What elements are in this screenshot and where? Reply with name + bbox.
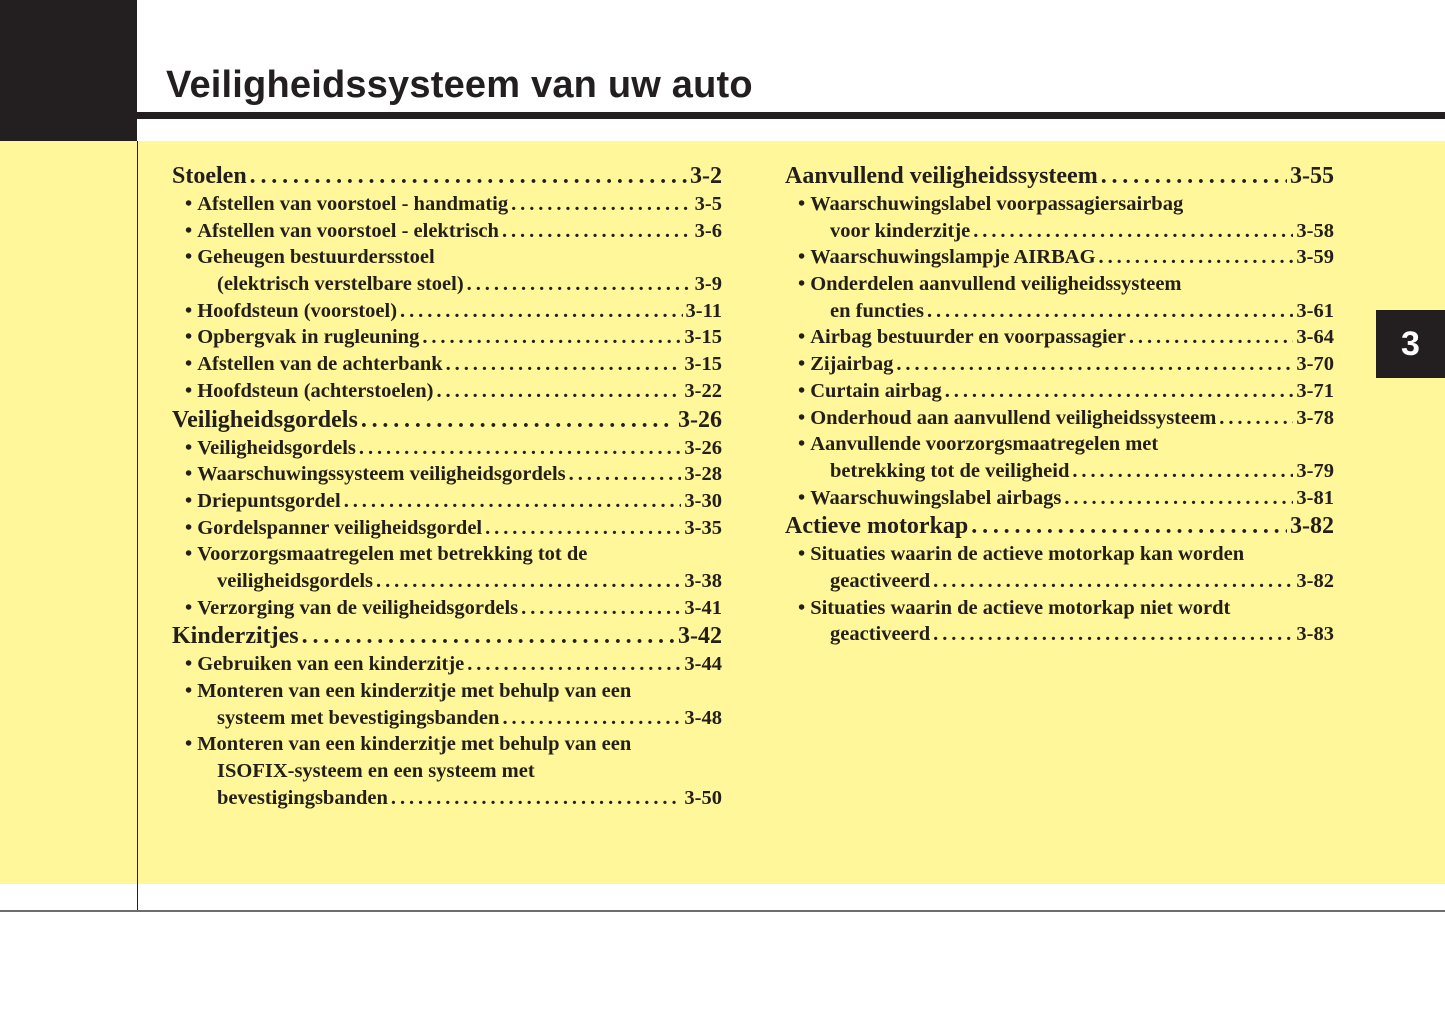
dot-leader	[250, 163, 687, 190]
bullet-icon: •	[798, 326, 806, 349]
toc-entry[interactable]	[785, 220, 1334, 247]
toc-page-number: 3-22	[684, 379, 722, 402]
toc-entry-label: Waarschuwingssysteem veiligheidsgordels	[197, 463, 566, 486]
dot-leader	[1064, 487, 1293, 510]
dot-leader	[502, 220, 692, 243]
dot-leader	[1099, 246, 1294, 269]
dot-leader	[511, 193, 692, 216]
dot-leader	[302, 623, 675, 650]
bullet-icon: •	[185, 680, 193, 702]
toc-entry-label: Onderhoud aan aanvullend veiligheidssysteem	[810, 406, 1217, 429]
toc-entry-label: en functies	[830, 299, 924, 322]
bullet-icon: •	[798, 193, 806, 215]
toc-entry[interactable]	[172, 193, 722, 220]
bullet-icon: •	[185, 463, 193, 486]
toc-entry[interactable]	[785, 353, 1334, 380]
toc-page-number: 3-83	[1296, 623, 1334, 646]
toc-entry	[172, 543, 722, 570]
bullet-icon: •	[185, 246, 193, 269]
bullet-icon: •	[798, 353, 806, 376]
toc-page-number: 3-44	[684, 653, 722, 676]
bullet-icon: •	[798, 433, 806, 456]
dot-leader	[971, 513, 1287, 540]
bullet-icon: •	[185, 436, 193, 459]
dot-leader	[927, 300, 1293, 323]
toc-entry[interactable]	[172, 517, 722, 544]
toc-page-number: 3-82	[1290, 513, 1334, 540]
dot-leader	[467, 653, 681, 676]
dot-leader	[502, 707, 681, 730]
margin-vertical-divider	[137, 141, 138, 911]
toc-entry-label: Gordelspanner veiligheidsgordel	[197, 516, 483, 539]
bullet-icon: •	[185, 353, 193, 376]
toc-section-entry[interactable]	[172, 163, 722, 193]
toc-page-number: 3-11	[685, 299, 722, 322]
toc-entry-label: Waarschuwingslabel airbags	[810, 486, 1062, 509]
toc-entry-label: Hoofdsteun (voorstoel)	[197, 299, 398, 322]
dot-leader	[344, 490, 682, 513]
toc-entry-label: Gebruiken van een kinderzitje	[197, 653, 465, 676]
dot-leader	[422, 326, 681, 349]
dot-leader	[569, 463, 682, 486]
dot-leader	[933, 623, 1293, 646]
toc-section-entry[interactable]	[172, 623, 722, 653]
toc-entry[interactable]	[172, 220, 722, 247]
toc-section-entry[interactable]	[172, 407, 722, 437]
toc-entry	[172, 246, 722, 273]
bullet-icon: •	[185, 543, 193, 566]
bullet-icon: •	[798, 246, 806, 269]
toc-page-number: 3-28	[684, 463, 722, 486]
toc-page-number: 3-61	[1296, 299, 1334, 322]
toc-entry-label: Waarschuwingslampje AIRBAG	[810, 246, 1096, 269]
toc-entry[interactable]	[785, 460, 1334, 487]
toc-page-number: 3-81	[1296, 486, 1334, 509]
toc-entry-label: betrekking tot de veiligheid	[830, 459, 1070, 482]
toc-entry-label: voor kinderzitje	[830, 219, 971, 242]
toc-page-number: 3-64	[1296, 326, 1334, 349]
toc-entry-label: Veiligheidsgordels	[172, 406, 358, 433]
toc-page-number: 3-55	[1290, 163, 1334, 189]
toc-page-number: 3-48	[684, 706, 722, 729]
toc-entry-label: geactiveerd	[830, 569, 931, 592]
toc-entry-label: Airbag bestuurder en voorpassagier	[810, 326, 1126, 349]
title-rule-divider	[137, 112, 1445, 119]
toc-entry-label: Afstellen van voorstoel - handmatig	[197, 193, 509, 215]
toc-entry-label: geactiveerd	[830, 623, 931, 646]
toc-entry[interactable]	[172, 787, 722, 814]
toc-entry[interactable]	[172, 300, 722, 327]
bullet-icon: •	[185, 193, 193, 215]
toc-page-number: 3-79	[1296, 459, 1334, 482]
toc-entry-label: Afstellen van de achterbank	[197, 353, 443, 376]
toc-section-entry[interactable]	[785, 163, 1334, 193]
bullet-icon: •	[185, 516, 193, 539]
toc-page-number: 3-35	[684, 516, 722, 539]
dot-leader	[391, 787, 682, 810]
dot-leader	[376, 570, 681, 593]
toc-column-right	[785, 163, 1334, 650]
toc-entry-label: Kinderzitjes	[172, 623, 299, 650]
toc-entry-label: Monteren van een kinderzitje met behulp van een	[197, 680, 632, 702]
toc-entry-label: Geheugen bestuurdersstoel	[197, 246, 435, 269]
toc-page-number: 3-26	[684, 436, 722, 459]
toc-entry[interactable]	[785, 407, 1334, 434]
toc-entry-label: Onderdelen aanvullend veiligheidssysteem	[810, 273, 1182, 296]
toc-entry[interactable]	[785, 380, 1334, 407]
toc-page-number: 3-2	[690, 163, 722, 189]
toc-entry[interactable]	[172, 570, 722, 597]
toc-entry-label: veiligheidsgordels	[217, 569, 374, 592]
toc-entry-label: Afstellen van voorstoel - elektrisch	[197, 219, 499, 242]
toc-entry	[785, 273, 1334, 300]
toc-page-number: 3-59	[1296, 246, 1334, 269]
dot-leader	[933, 570, 1293, 593]
bullet-icon: •	[185, 596, 193, 619]
dot-leader	[485, 517, 681, 540]
dot-leader	[359, 437, 682, 460]
toc-page-number: 3-30	[684, 489, 722, 512]
toc-entry[interactable]	[172, 353, 722, 380]
dot-leader	[1129, 326, 1294, 349]
toc-entry[interactable]	[172, 490, 722, 517]
dot-leader	[1072, 460, 1293, 483]
bullet-icon: •	[798, 543, 806, 566]
toc-page-number: 3-26	[678, 406, 722, 433]
bullet-icon: •	[185, 653, 193, 676]
toc-entry-label: Waarschuwingslabel voorpassagiersairbag	[810, 193, 1184, 215]
toc-section-entry[interactable]	[785, 513, 1334, 543]
toc-entry-label: Actieve motorkap	[785, 513, 969, 540]
toc-entry	[785, 543, 1334, 570]
bullet-icon: •	[185, 733, 193, 756]
toc-entry[interactable]	[172, 437, 722, 464]
toc-page-number: 3-15	[684, 326, 722, 349]
toc-page-number: 3-82	[1296, 569, 1334, 592]
toc-entry-label: Curtain airbag	[810, 379, 942, 402]
toc-entry-label: Situaties waarin de actieve motorkap kan worden	[810, 543, 1245, 566]
dot-leader	[446, 353, 682, 376]
toc-entry-label: Opbergvak in rugleuning	[197, 326, 420, 349]
toc-entry[interactable]	[172, 597, 722, 624]
toc-entry-label: Veiligheidsgordels	[197, 436, 356, 459]
toc-entry	[172, 760, 722, 787]
toc-page-number: 3-41	[684, 596, 722, 619]
toc-entry-label: Aanvullend veiligheidssysteem	[785, 163, 1098, 189]
dot-leader	[521, 597, 681, 620]
dot-leader	[361, 407, 675, 434]
dot-leader	[945, 380, 1294, 403]
bullet-icon: •	[185, 219, 193, 242]
chapter-tab[interactable]	[1376, 310, 1445, 378]
dot-leader	[1219, 407, 1293, 430]
toc-page-number: 3-5	[694, 193, 722, 215]
bullet-icon: •	[185, 379, 193, 402]
bullet-icon: •	[798, 273, 806, 296]
toc-entry-label: bevestigingsbanden	[217, 786, 388, 809]
bullet-icon: •	[185, 326, 193, 349]
toc-entry	[785, 597, 1334, 624]
dot-leader	[896, 353, 1293, 376]
toc-entry[interactable]	[172, 707, 722, 734]
toc-entry	[785, 433, 1334, 460]
toc-entry[interactable]	[785, 487, 1334, 514]
dot-leader	[1101, 163, 1287, 190]
toc-page-number: 3-50	[684, 786, 722, 809]
toc-entry[interactable]	[172, 653, 722, 680]
toc-entry[interactable]	[172, 463, 722, 490]
chapter-number: 3	[1401, 324, 1420, 363]
toc-entry-label: Monteren van een kinderzitje met behulp van een	[197, 733, 632, 756]
bullet-icon: •	[185, 489, 193, 512]
page-title: Veiligheidssysteem van uw auto	[166, 64, 753, 106]
toc-entry	[172, 733, 722, 760]
toc-entry[interactable]	[172, 326, 722, 353]
toc-entry-label: (elektrisch verstelbare stoel)	[217, 273, 464, 296]
toc-entry[interactable]	[785, 300, 1334, 327]
toc-entry-label: Aanvullende voorzorgsmaatregelen met	[810, 433, 1159, 456]
toc-entry-label: ISOFIX-systeem en een systeem met	[217, 760, 535, 783]
bullet-icon: •	[185, 299, 193, 322]
toc-page-number: 3-70	[1296, 353, 1334, 376]
footer-horizontal-divider	[0, 910, 1445, 912]
toc-entry-label: Verzorging van de veiligheidsgordels	[197, 596, 519, 619]
toc-entry[interactable]	[172, 380, 722, 407]
bullet-icon: •	[798, 486, 806, 509]
toc-entry	[172, 680, 722, 707]
toc-entry[interactable]	[785, 246, 1334, 273]
bullet-icon: •	[798, 406, 806, 429]
dot-leader	[973, 220, 1293, 243]
toc-entry-label: Hoofdsteun (achterstoelen)	[197, 379, 434, 402]
toc-page-number: 3-38	[684, 569, 722, 592]
toc-page-number: 3-58	[1296, 219, 1334, 242]
toc-entry[interactable]	[785, 570, 1334, 597]
toc-entry[interactable]	[172, 273, 722, 300]
toc-entry[interactable]	[785, 623, 1334, 650]
corner-black-block	[0, 0, 137, 141]
toc-entry-label: Zijairbag	[810, 353, 894, 376]
toc-page-number: 3-42	[678, 623, 722, 650]
toc-entry-label: Stoelen	[172, 163, 247, 189]
toc-page-number: 3-6	[694, 219, 722, 242]
dot-leader	[436, 380, 681, 403]
dot-leader	[467, 273, 692, 296]
bullet-icon: •	[798, 596, 806, 619]
bullet-icon: •	[798, 379, 806, 402]
toc-page-number: 3-9	[694, 273, 722, 296]
dot-leader	[400, 300, 683, 323]
toc-entry-label: Driepuntsgordel	[197, 489, 341, 512]
toc-page-number: 3-15	[684, 353, 722, 376]
toc-page-number: 3-71	[1296, 379, 1334, 402]
toc-entry	[785, 193, 1334, 220]
toc-entry[interactable]	[785, 326, 1334, 353]
toc-page-number: 3-78	[1296, 406, 1334, 429]
toc-entry-label: Voorzorgsmaatregelen met betrekking tot de	[197, 543, 588, 566]
toc-entry-label: Situaties waarin de actieve motorkap niet wordt	[810, 596, 1231, 619]
toc-entry-label: systeem met bevestigingsbanden	[217, 706, 500, 729]
toc-column-left	[172, 163, 722, 813]
